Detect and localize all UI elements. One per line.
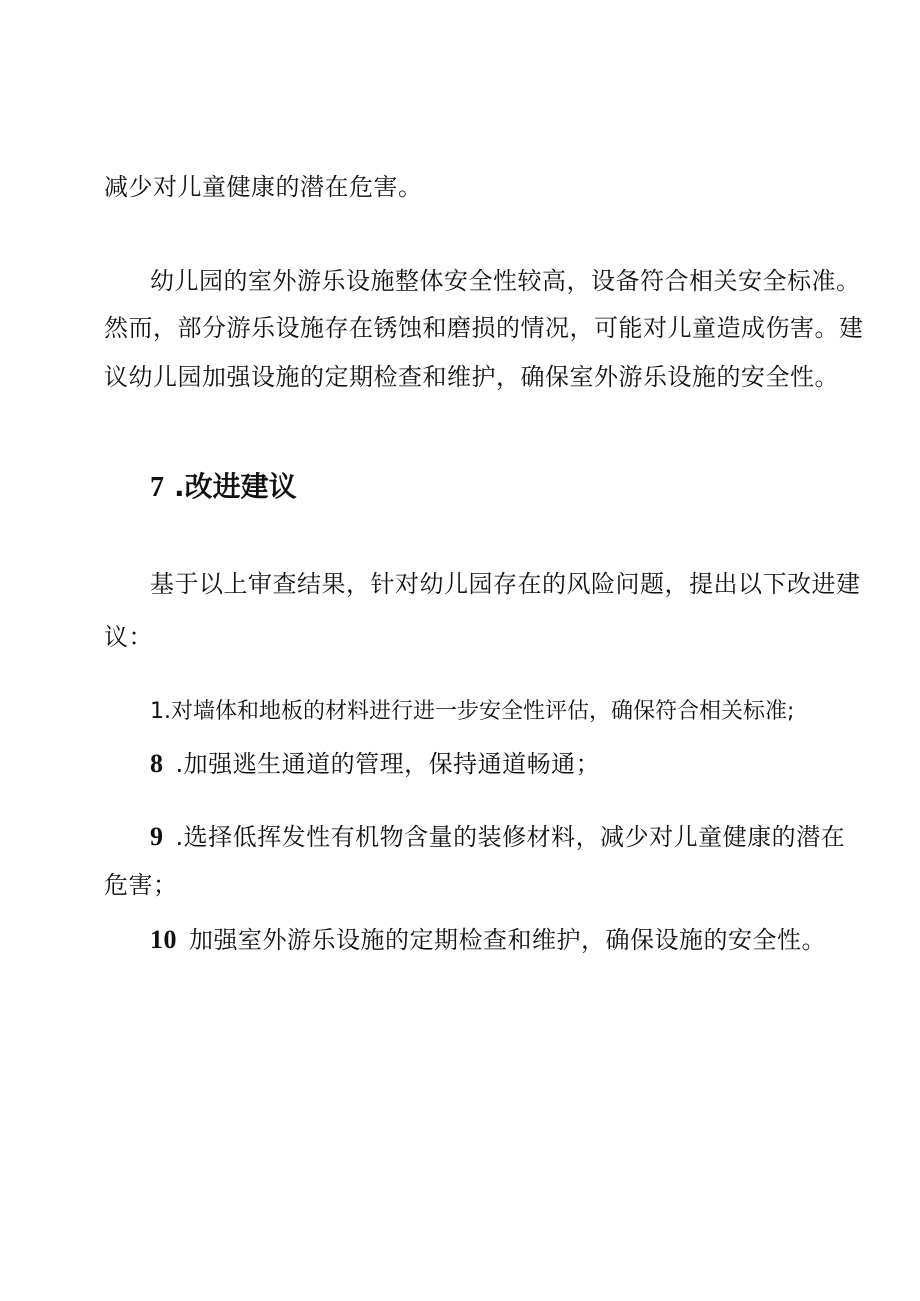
list-item-number: 8 — [150, 749, 164, 778]
paragraph-line: 基于以上审查结果，针对幼儿园存在的风险问题，提出以下改进建 — [150, 570, 861, 598]
list-item — [150, 697, 794, 727]
list-item-text: .加强逃生通道的管理，保持通道畅通； — [175, 750, 601, 778]
list-item-number: 9 — [150, 822, 164, 851]
paragraph-line: 然而，部分游乐设施存在锈蚀和磨损的情况，可能对儿童造成伤害。建 — [104, 314, 864, 342]
list-item-text: 加强室外游乐设施的定期检查和维护，确保设施的安全性。 — [189, 926, 826, 954]
paragraph-line: 幼儿园的室外游乐设施整体安全性较高，设备符合相关安全标准。 — [150, 267, 861, 295]
section-number: 7 — [150, 472, 164, 503]
section-title: .改进建议 — [174, 470, 297, 503]
list-item — [150, 822, 845, 852]
paragraph-line: 减少对儿童健康的潜在危害。 — [104, 173, 423, 201]
list-item-text: 1.对墙体和地板的材料进行进一步安全性评估，确保符合相关标准; — [150, 699, 795, 724]
paragraph-line: 议幼儿园加强设施的定期检查和维护，确保室外游乐设施的安全性。 — [104, 363, 839, 391]
list-item-text: .选择低挥发性有机物含量的装修材料，减少对儿童健康的潜在 — [175, 823, 846, 851]
list-item — [150, 925, 826, 955]
paragraph-line: 议： — [104, 623, 153, 651]
list-item-number: 10 — [150, 925, 177, 954]
list-item — [150, 749, 600, 779]
list-item-continuation: 危害； — [104, 871, 178, 899]
section-heading — [150, 470, 297, 505]
